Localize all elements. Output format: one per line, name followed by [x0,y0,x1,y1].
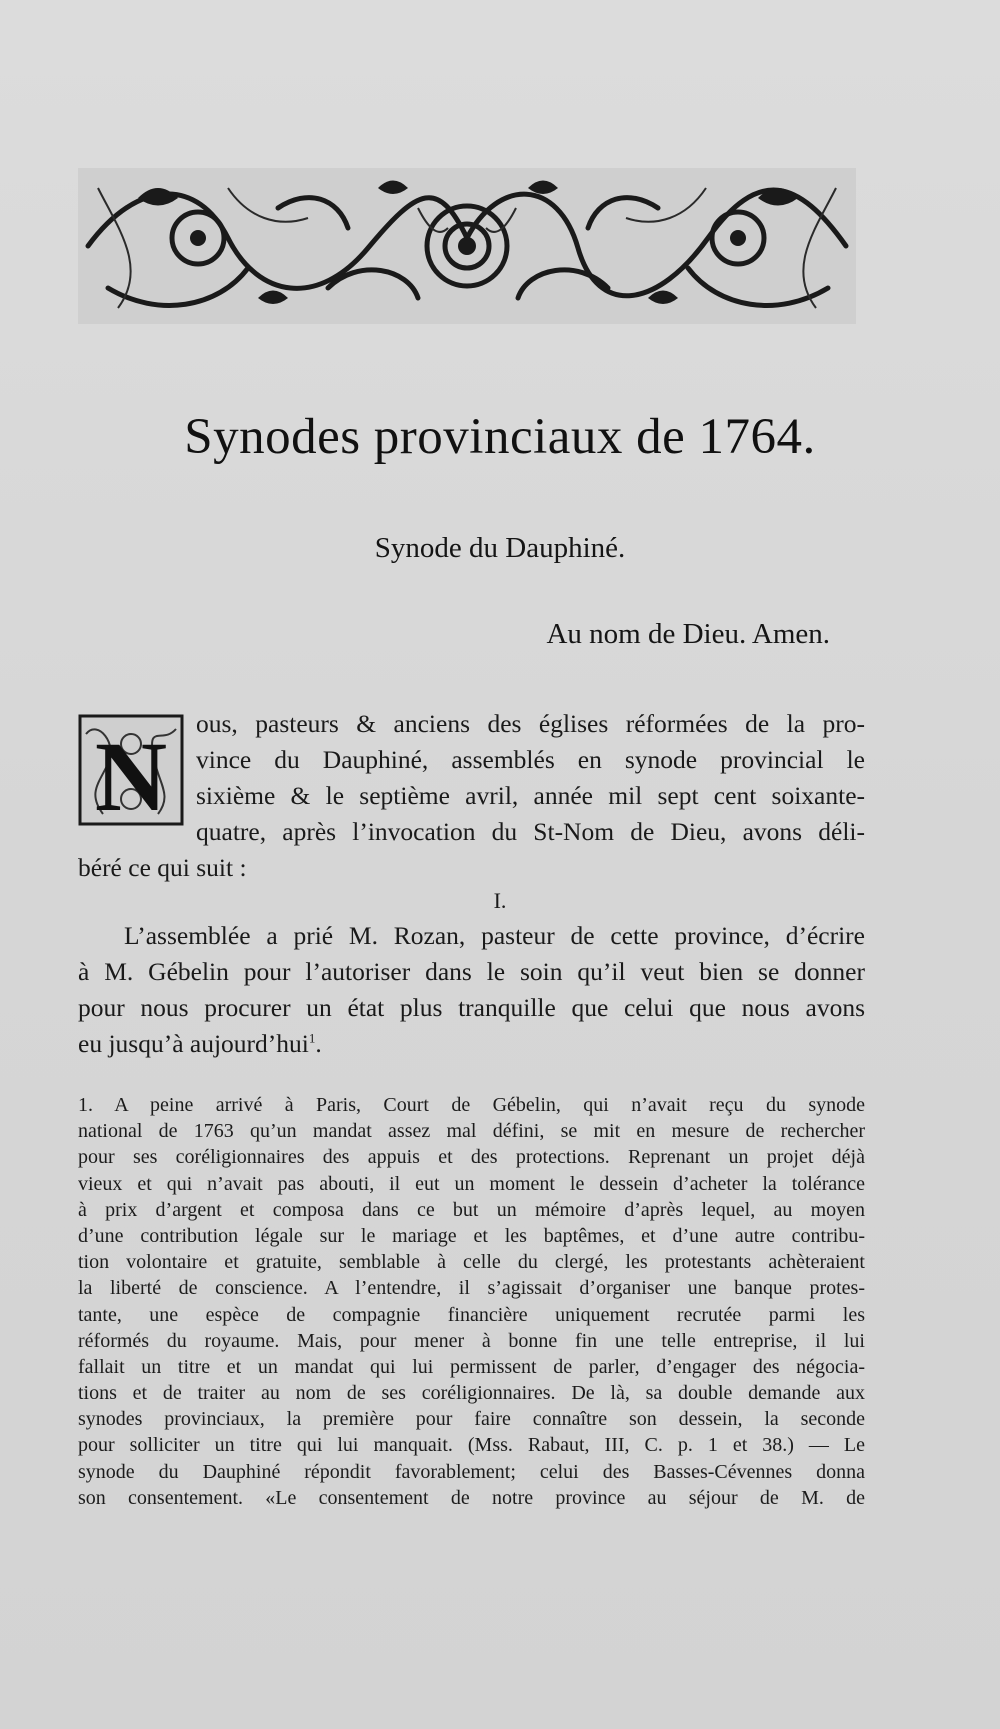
text-line: ous, pasteurs & anciens des églises réformées de la pro- [196,709,865,738]
footnote-line: réformés du royaume. Mais, pour mener à bonne fin une telle entreprise, il lui [78,1329,865,1352]
section-subtitle: Synode du Dauphiné. [374,532,626,564]
footnote-line: tions et de traiter au nom de ses coréligionnaires. De là, sa double demande aux [78,1382,865,1405]
article-number: I. [493,888,507,913]
text-line: pour nous procurer un état plus tranquille que celui que nous avons [78,993,865,1022]
footnote-line: pour ses coréligionnaires des appuis et des protections. Reprenant un projet déjà [78,1146,865,1169]
text-line: L’assemblée a prié M. Rozan, pasteur de cette province, d’écrire [124,921,865,950]
text-line: à M. Gébelin pour l’autoriser dans le soin qu’il veut bien se donner [78,957,865,986]
footnote-line: synode du Dauphiné répondit favorablement; celui des Basses-Cévennes donna [78,1460,865,1483]
text-line: sixième & le septième avril, année mil sept cent soixante- [196,781,865,810]
paragraph-opening [78,706,865,886]
footnote-line: pour solliciter un titre qui lui manquait. (Mss. Rabaut, III, C. p. 1 et 38.) — Le [78,1434,865,1457]
footnote-reference[interactable]: 1 [308,1030,316,1046]
text-line: quatre, après l’invocation du St-Nom de Dieu, avons déli- [196,817,865,846]
footnote-line: national de 1763 qu’un mandat assez mal défini, se mit en mesure de rechercher [78,1120,865,1143]
text-line-last [78,1026,865,1062]
footnote-line: tante, une espèce de compagnie financière uniquement recrutée parmi les [78,1303,865,1326]
footnote-line: fallait un titre et un mandat qui lui permissent de parler, d’engager des négocia- [78,1355,865,1378]
text-line: vince du Dauphiné, assemblés en synode provincial le [196,745,865,774]
text-line: béré ce qui suit : [78,853,247,882]
footnote-line: son consentement. «Le consentement de notre province au séjour de M. de [78,1486,865,1509]
footnote-line: vieux et qui n’avait pas abouti, il eut un moment le dessein d’acheter la tolérance [78,1172,865,1195]
footnote [78,1092,865,1511]
footnote-line: la liberté de conscience. A l’entendre, il s’agissait d’organiser une banque protes- [78,1277,865,1300]
paragraph-article-1 [78,918,865,1062]
svg-text:N: N [94,721,168,826]
floral-headpiece-ornament-icon [78,168,856,324]
footnote-line: synodes provinciaux, la première pour faire connaître son dessein, la seconde [78,1408,865,1431]
text-fragment: . [315,1029,322,1058]
footnote-line: tion volontaire et gratuite, semblable à celle du clergé, les protestants achèteraient [78,1251,865,1274]
invocation: Au nom de Dieu. Amen. [546,618,830,650]
footnote-line: 1. A peine arrivé à Paris, Court de Gébelin, qui n’avait reçu du synode [78,1094,865,1116]
footnote-line: à prix d’argent et composa dans ce but un mémoire d’après lequel, au moyen [78,1198,865,1221]
text-fragment: eu jusqu’à aujourd’hui [78,1029,309,1058]
footnote-line: d’une contribution légale sur le mariage et les baptêmes, et d’une autre contribu- [78,1224,865,1247]
page-title: Synodes provinciaux de 1764. [184,409,816,465]
